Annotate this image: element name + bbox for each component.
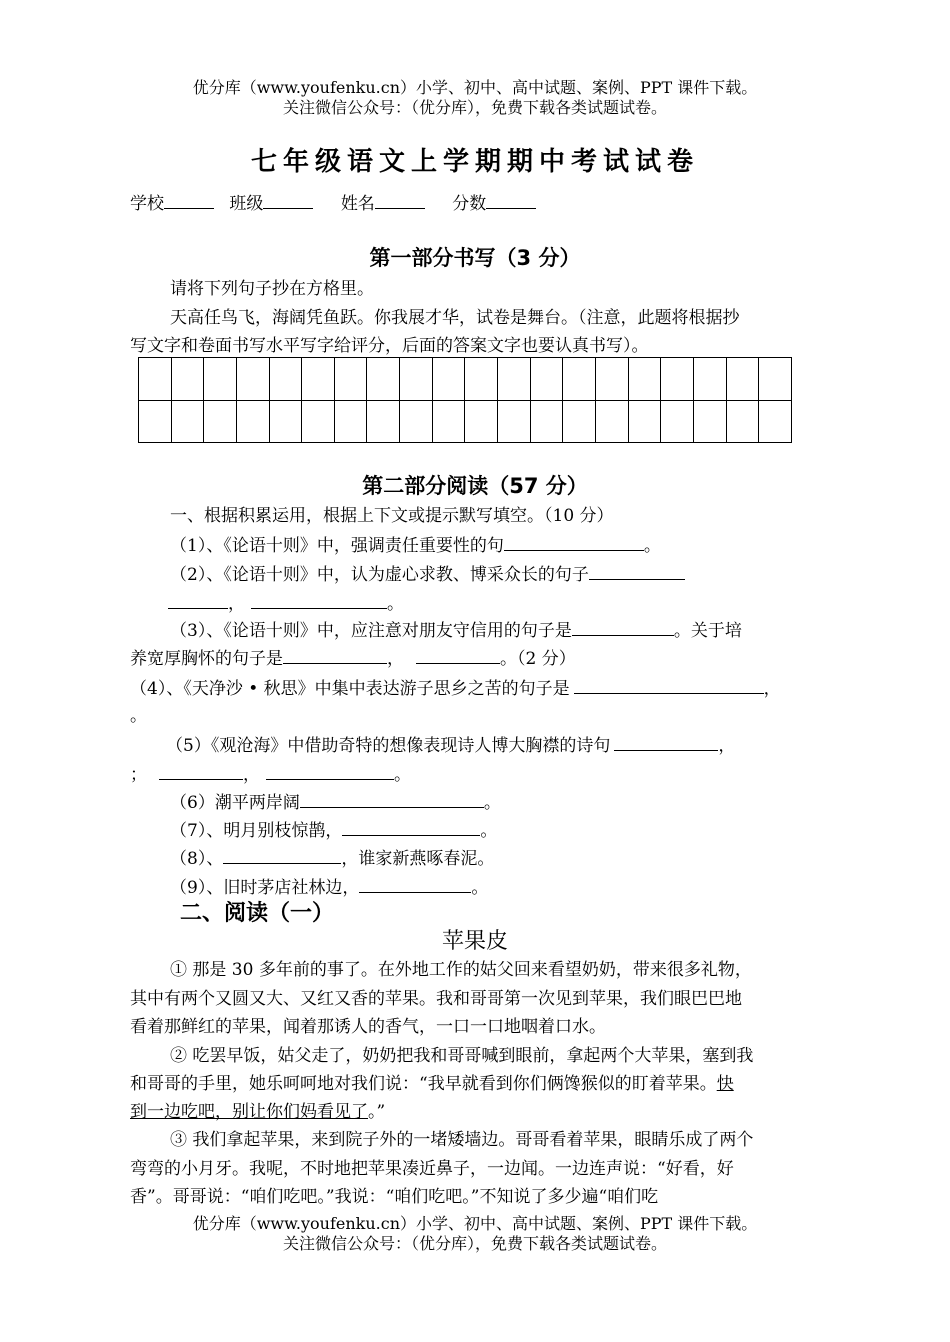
q8-text-a: （8）、 — [170, 849, 224, 869]
q2-blank-c[interactable] — [251, 592, 387, 609]
info-line — [130, 192, 536, 215]
p2-line3-underlined: 到一边吃吧，别让你们妈看见了 — [130, 1102, 368, 1122]
q3-text-b: 。关于培 — [673, 621, 742, 641]
q9-period: 。 — [471, 878, 489, 898]
q1-period: 。 — [643, 536, 661, 556]
question-4 — [130, 677, 781, 700]
p3-line1: ③ 我们拿起苹果，来到院子外的一堵矮墙边。哥哥看着苹果，眼睛乐成了两个 — [170, 1130, 754, 1150]
question-7 — [170, 819, 497, 842]
p2-line1: ② 吃罢早饭，姑父走了，奶奶把我和哥哥喊到眼前，拿起两个大苹果，塞到我 — [170, 1046, 754, 1066]
q5-text: （5）《观沧海》中借助奇特的想像表现诗人博大胸襟的诗句 — [166, 736, 611, 756]
page-title: 七年级语文上学期期中考试试卷 — [250, 147, 699, 177]
question-1 — [170, 534, 661, 557]
story-title: 苹果皮 — [441, 929, 508, 954]
writing-grid[interactable] — [138, 357, 792, 443]
q4-text: （4）、《天净沙 • 秋思》中集中表达游子思乡之苦的句子是 — [130, 679, 570, 699]
q7-blank[interactable] — [342, 819, 480, 836]
q2-comma: ， — [228, 594, 245, 614]
p2-line3 — [130, 1101, 385, 1123]
part1-text-line2: 写文字和卷面书写水平写字给评分，后面的答案文字也要认真书写）。 — [130, 336, 649, 356]
q4-blank[interactable] — [574, 677, 764, 694]
q3-blank-c[interactable] — [416, 647, 500, 664]
name-label: 姓名 — [340, 194, 375, 214]
q5-blank-b[interactable] — [159, 763, 243, 780]
part1-instruction: 请将下列句子抄在方格里。 — [170, 279, 374, 299]
q3-blank-a[interactable] — [572, 619, 674, 636]
question-5 — [166, 734, 735, 757]
q4-period: 。 — [130, 706, 147, 726]
question-3-cont — [130, 647, 576, 670]
q3-blank-b[interactable] — [283, 647, 387, 664]
p3-line3: 香”。哥哥说：“咱们吃吧。”我说：“咱们吃吧。”不知说了多少遍“咱们吃 — [130, 1187, 659, 1207]
p3-line2: 弯弯的小月牙。我呢，不时地把苹果凑近鼻子，一边闻。一边连声说：“好看，好 — [130, 1159, 734, 1179]
q5-comma: ， — [718, 736, 736, 756]
q-intro: 一、根据积累运用，根据上下文或提示默写填空。（10 分） — [170, 506, 614, 526]
school-blank[interactable] — [164, 192, 214, 209]
question-2 — [170, 563, 685, 586]
q9-blank[interactable] — [359, 876, 471, 893]
name-blank[interactable] — [375, 192, 425, 209]
p1-line2: 其中有两个又圆又大、又红又香的苹果。我和哥哥第一次见到苹果，我们眼巴巴地 — [130, 989, 742, 1009]
question-8 — [170, 847, 494, 870]
grid-row-2 — [139, 400, 792, 443]
q4-comma: ， — [763, 679, 781, 699]
p1-line1: ① 那是 30 多年前的事了。在外地工作的姑父回来看望奶奶，带来很多礼物， — [170, 960, 752, 980]
q3-text-d: 。（2 分） — [500, 649, 576, 669]
question-6 — [170, 791, 501, 814]
header-line-1: 优分库（www.youfenku.cn）小学、初中、高中试题、案例、PPT 课件下载。 — [192, 78, 758, 97]
part1-heading: 第一部分书写（3 分） — [369, 246, 581, 270]
q1-text: （1）、《论语十则》中，强调责任重要性的句 — [170, 536, 504, 556]
q2-period: 。 — [387, 594, 404, 614]
q3-text-c: 养宽厚胸怀的句子是 — [130, 649, 283, 669]
grid-row-1 — [139, 358, 792, 401]
score-label: 分数 — [452, 194, 487, 214]
footer-line-2: 关注微信公众号：（优分库），免费下载各类试题试卷。 — [282, 1234, 667, 1253]
q5-blank-a[interactable] — [614, 734, 718, 751]
q8-text-b: ，谁家新燕啄春泥。 — [341, 849, 495, 869]
header-line-2: 关注微信公众号：（优分库），免费下载各类试题试卷。 — [282, 98, 667, 117]
p1-line3: 看着那鲜红的苹果，闻着那诱人的香气，一口一口地咽着口水。 — [130, 1017, 606, 1037]
class-label: 班级 — [229, 194, 264, 214]
q2-blank-b[interactable] — [168, 592, 228, 609]
footer-line-1: 优分库（www.youfenku.cn）小学、初中、高中试题、案例、PPT 课件下载。 — [192, 1214, 758, 1233]
q6-period: 。 — [483, 793, 501, 813]
p2-line2-text: 和哥哥的手里，她乐呵呵地对我们说：“我早就看到你们俩馋猴似的盯着苹果。 — [130, 1074, 717, 1094]
part2-heading: 第二部分阅读（57 分） — [362, 474, 588, 498]
q7-period: 。 — [480, 821, 498, 841]
q6-text: （6）潮平两岸阔 — [170, 793, 300, 813]
q3-comma: ， — [387, 649, 404, 669]
score-blank[interactable] — [486, 192, 536, 209]
q5-comma-2: ， — [243, 765, 260, 785]
q2-text: （2）、《论语十则》中，认为虚心求教、博采众长的句子 — [170, 565, 589, 585]
q1-blank[interactable] — [504, 534, 644, 551]
q9-text: （9）、旧时茅店社林边， — [170, 878, 360, 898]
school-label: 学校 — [130, 194, 164, 214]
q5-blank-c[interactable] — [266, 763, 394, 780]
class-blank[interactable] — [263, 192, 313, 209]
p2-line2 — [130, 1073, 734, 1095]
q5-period: 。 — [394, 765, 411, 785]
p2-line3-text: 。” — [368, 1102, 386, 1122]
q2-blank-a[interactable] — [589, 563, 685, 580]
reading-heading: 二、阅读（一） — [180, 901, 335, 926]
question-5-cont — [130, 763, 411, 786]
q8-blank[interactable] — [223, 847, 341, 864]
question-3 — [170, 619, 742, 642]
q3-text-a: （3）、《论语十则》中，应注意对朋友守信用的句子是 — [170, 621, 572, 641]
p2-line2-underlined: 快 — [716, 1074, 734, 1094]
q6-blank[interactable] — [300, 791, 484, 808]
q7-text: （7）、明月别枝惊鹊， — [170, 821, 343, 841]
question-2-cont — [168, 592, 404, 615]
part1-text-line1: 天高任鸟飞，海阔凭鱼跃。你我展才华，试卷是舞台。（注意，此题将根据抄 — [170, 308, 740, 328]
question-9 — [170, 876, 488, 899]
q5-semicolon: ； — [130, 765, 147, 785]
